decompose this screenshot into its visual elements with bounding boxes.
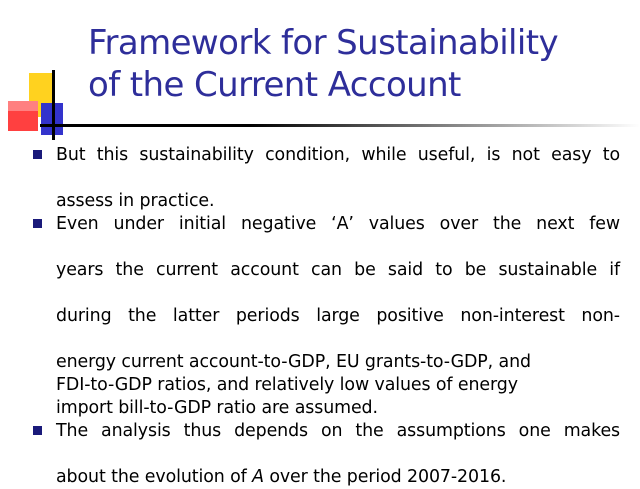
bullet-line: assess in practice. (56, 191, 215, 211)
bullet-item (30, 420, 620, 489)
bullet-line: Even under initial negative ‘A’ values over the next few (56, 214, 620, 234)
bullet-line: years the current account can be said to be sustainable if (56, 260, 620, 280)
title-line-2: of the Current Account (88, 65, 461, 105)
bullet-square-icon (33, 150, 42, 159)
bullet-list (30, 144, 620, 489)
decor-vertical-bar (52, 70, 55, 140)
bullet-text: about the evolution of (56, 467, 253, 487)
title-decoration (0, 0, 90, 150)
bullet-line: The analysis thus depends on the assumptions one makes (56, 421, 620, 441)
bullet-line: during the latter periods large positive non-interest non- (56, 306, 620, 326)
italic-variable: A (252, 467, 264, 487)
bullet-square-icon (33, 219, 42, 228)
bullet-line: FDI-to-GDP ratios, and relatively low values of energy (56, 375, 518, 395)
bullet-square-icon (33, 426, 42, 435)
bullet-text: over the period 2007-2016. (263, 467, 507, 487)
title-underline (40, 124, 640, 127)
bullet-item (30, 144, 620, 213)
slide-title (88, 22, 628, 106)
decor-red-square-highlight (8, 101, 38, 111)
bullet-line: import bill-to-GDP ratio are assumed. (56, 398, 378, 418)
bullet-line (56, 466, 620, 489)
title-line-1: Framework for Sustainability (88, 23, 558, 63)
bullet-item (30, 213, 620, 420)
bullet-line: energy current account-to-GDP, EU grants-to-GDP, and (56, 352, 531, 372)
bullet-line: But this sustainability condition, while useful, is not easy to (56, 145, 620, 165)
